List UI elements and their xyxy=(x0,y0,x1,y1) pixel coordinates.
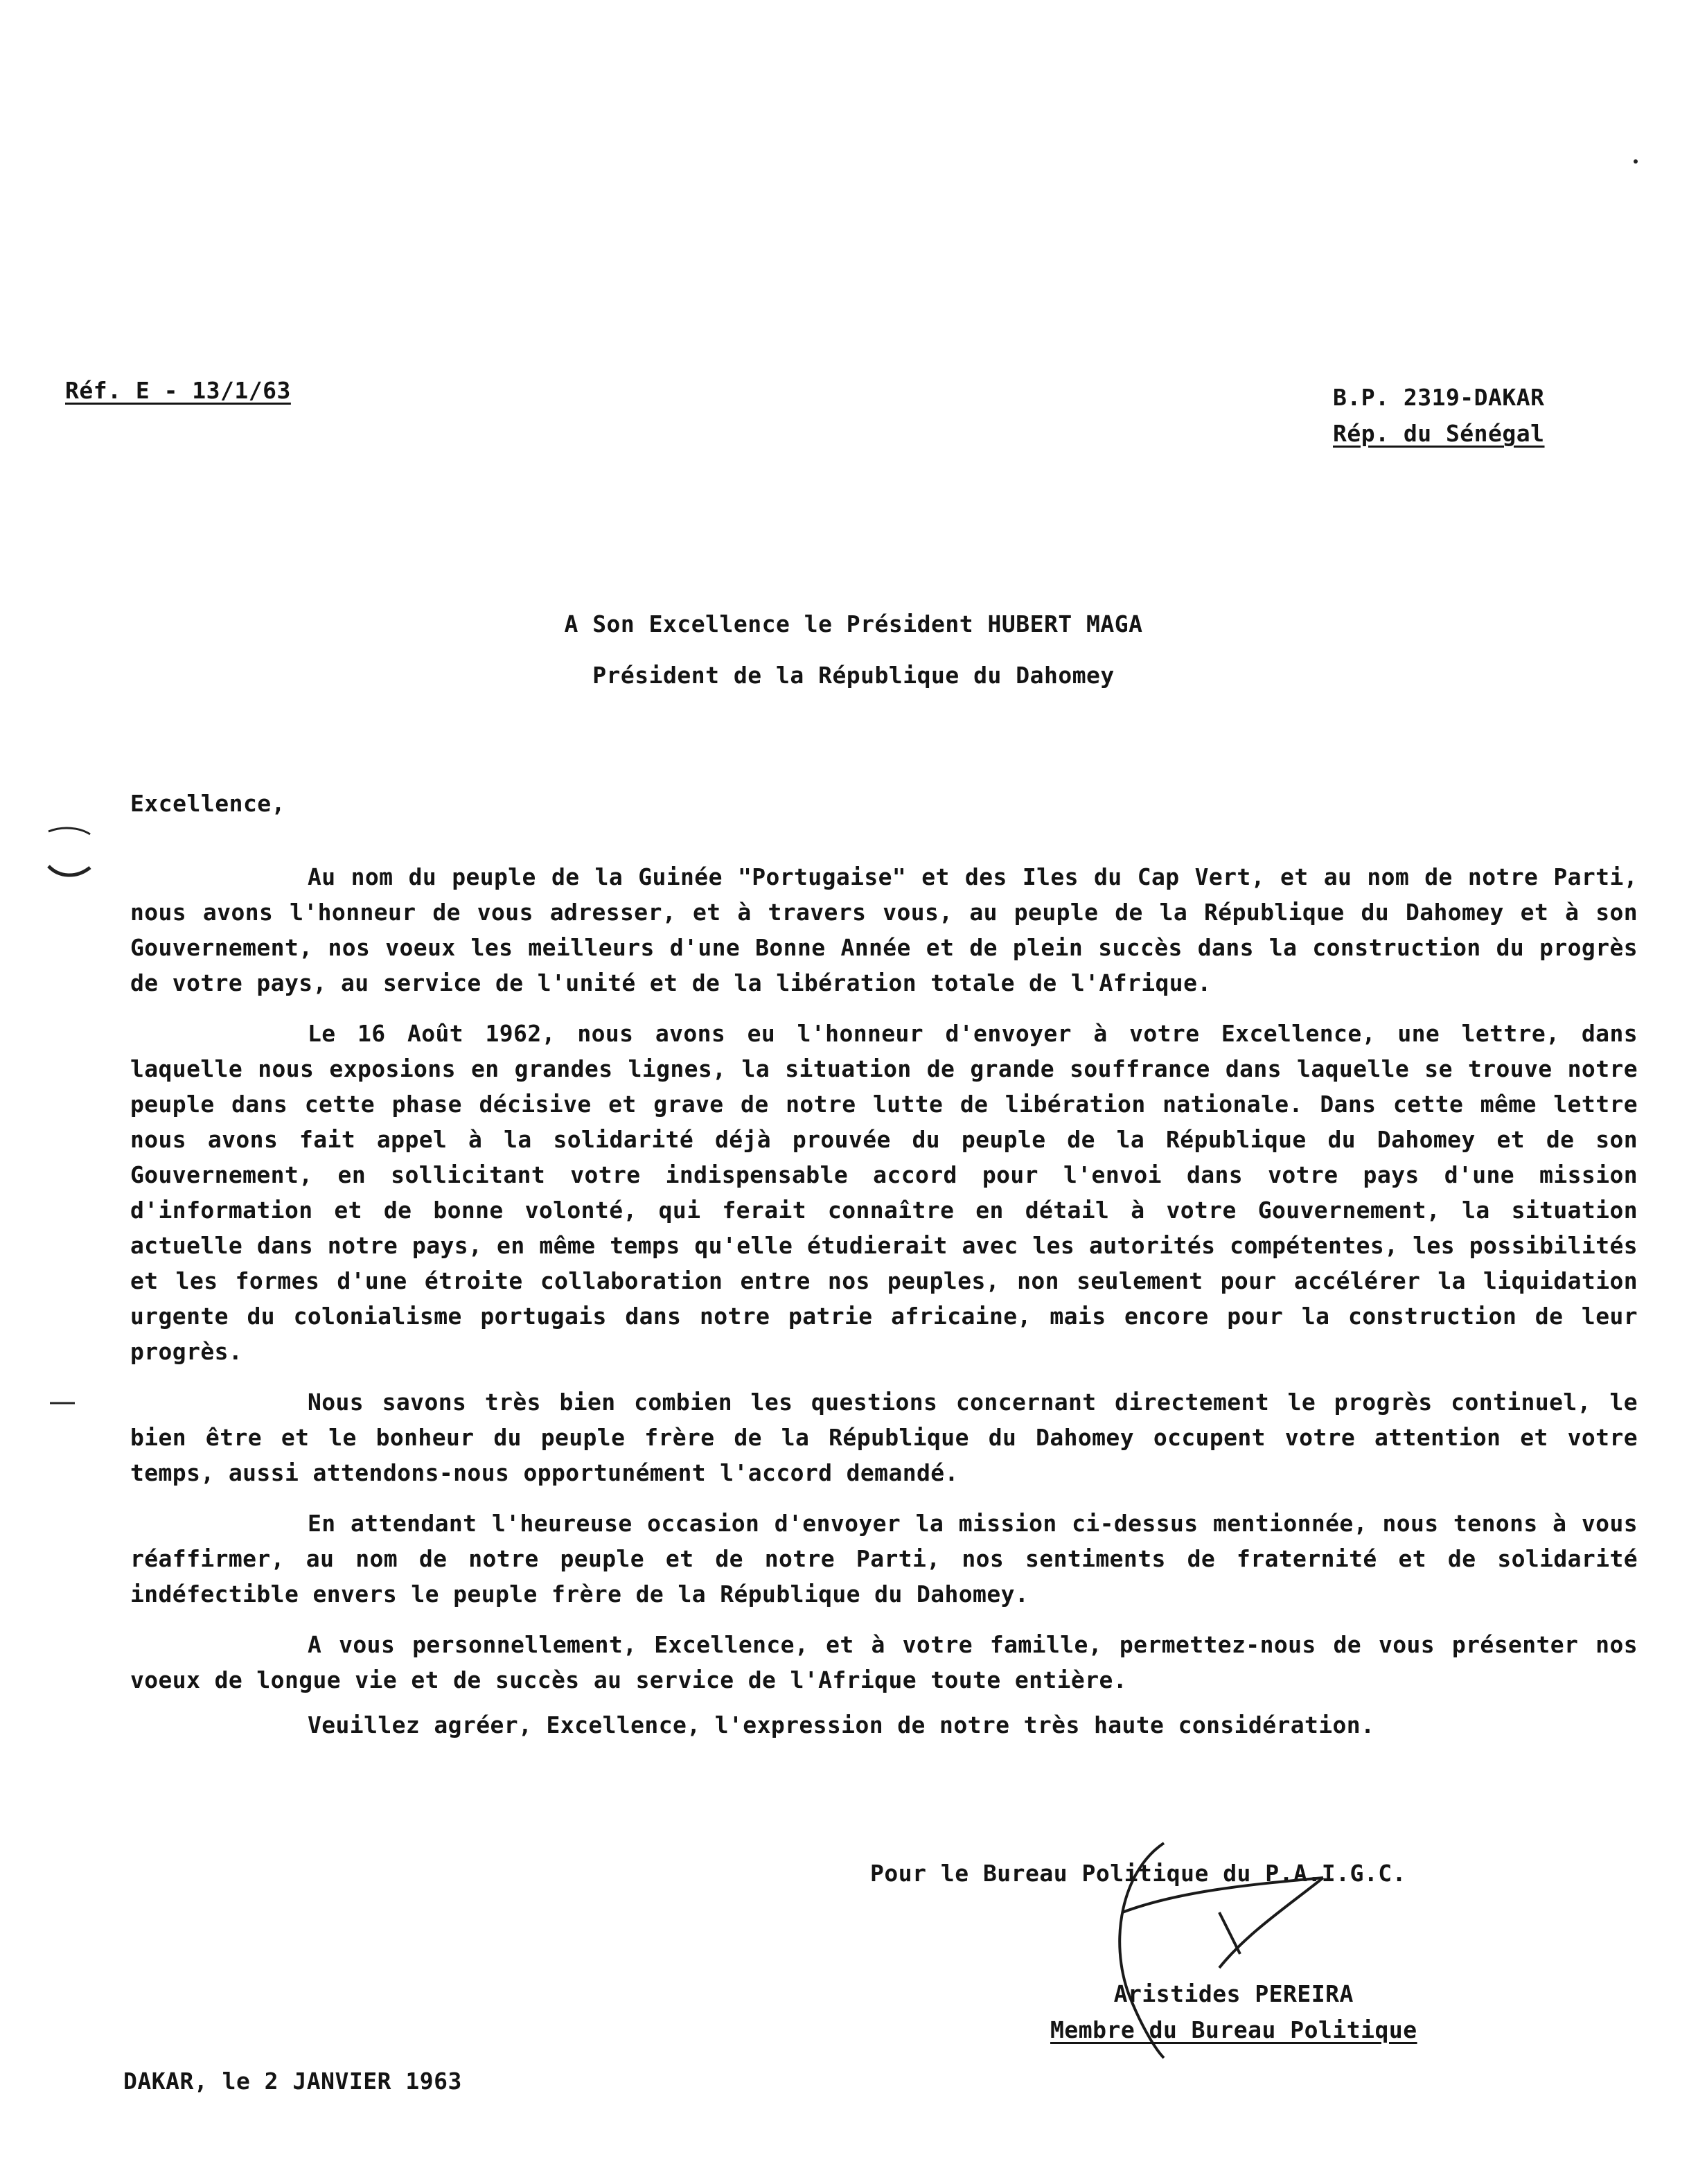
margin-dash-mark xyxy=(48,1400,76,1407)
signer-block xyxy=(1050,1976,1417,2048)
addressee-line-2: Président de la République du Dahomey xyxy=(592,662,1115,689)
body-paragraph-4: En attendant l'heureuse occasion d'envoyer la mission ci-dessus mentionnée, nous tenons à vous réaffirmer, au nom de notre peuple et de notre Parti, nos sentiments de fraternité et de solidarité indéfectible envers le peuple frère de la République du Dahomey. xyxy=(130,1510,1638,1608)
hole-punch-mark xyxy=(42,825,97,887)
sender-address xyxy=(1333,380,1545,452)
closing-on-behalf: Pour le Bureau Politique du P.A.I.G.C. xyxy=(870,1860,1406,1887)
date-line: DAKAR, le 2 JANVIER 1963 xyxy=(123,2068,462,2095)
salutation: Excellence, xyxy=(130,790,286,817)
body-paragraph-5: A vous personnellement, Excellence, et à votre famille, permettez-nous de vous présenter nos voeux de longue vie et de succès au service de l'Afrique toute entière. xyxy=(130,1631,1638,1693)
postal-box: B.P. 2319-DAKAR xyxy=(1333,384,1545,411)
body-paragraph-1: Au nom du peuple de la Guinée "Portugaise" et des Iles du Cap Vert, et au nom de notre Parti, nous avons l'honneur de vous adresser, et à travers vous, au peuple de la République du Dahomey et à son Gouvernement, nos voeux les meilleurs d'une Bonne Année et de plein succès dans la construction du progrès de votre pays, au service de l'unité et de la libération totale de l'Afrique. xyxy=(130,863,1638,996)
addressee-line-1: A Son Excellence le Président HUBERT MAGA xyxy=(564,610,1143,637)
body-paragraph-6: Veuillez agréer, Excellence, l'expression de notre très haute considération. xyxy=(308,1711,1375,1738)
signer-role: Membre du Bureau Politique xyxy=(1050,2016,1417,2043)
reference-number: Réf. E - 13/1/63 xyxy=(65,377,291,404)
speck-mark xyxy=(1632,158,1639,165)
signer-name: Aristides PEREIRA xyxy=(1113,1980,1354,2007)
sender-country: Rép. du Sénégal xyxy=(1333,420,1545,447)
body-paragraph-2: Le 16 Août 1962, nous avons eu l'honneur d'envoyer à votre Excellence, une lettre, dans laquelle nous exposions en grandes lignes, la situation de grande souffrance dans laquelle se trouve notre peuple dans cette phase décisive et grave de notre lutte de libération nationale. Dans cette même lettre nous avons fait appel à la solidarité déjà prouvée du peuple de la République du Dahomey et de son Gouvernement, en sollicitant votre indispensable accord pour l'envoi dans votre pays d'une mission d'information et de bonne volonté, qui ferait connaître en détail à votre Gouvernement, la situation actuelle dans notre pays, en même temps qu'elle étudierait avec les autorités compétentes, les possibilités et les formes d'une étroite collaboration entre nos peuples, non seulement pour accélérer la liquidation urgente du colonialisme portugais dans notre patrie africaine, mais encore pour la construction de leur progrès. xyxy=(130,1020,1638,1365)
letter-body xyxy=(130,859,1638,1758)
addressee-block xyxy=(0,599,1707,701)
body-paragraph-3: Nous savons très bien combien les questions concernant directement le progrès continuel, le bien être et le bonheur du peuple frère de la République du Dahomey occupent votre attention et votre temps, aussi attendons-nous opportunément l'accord demandé. xyxy=(130,1389,1638,1486)
